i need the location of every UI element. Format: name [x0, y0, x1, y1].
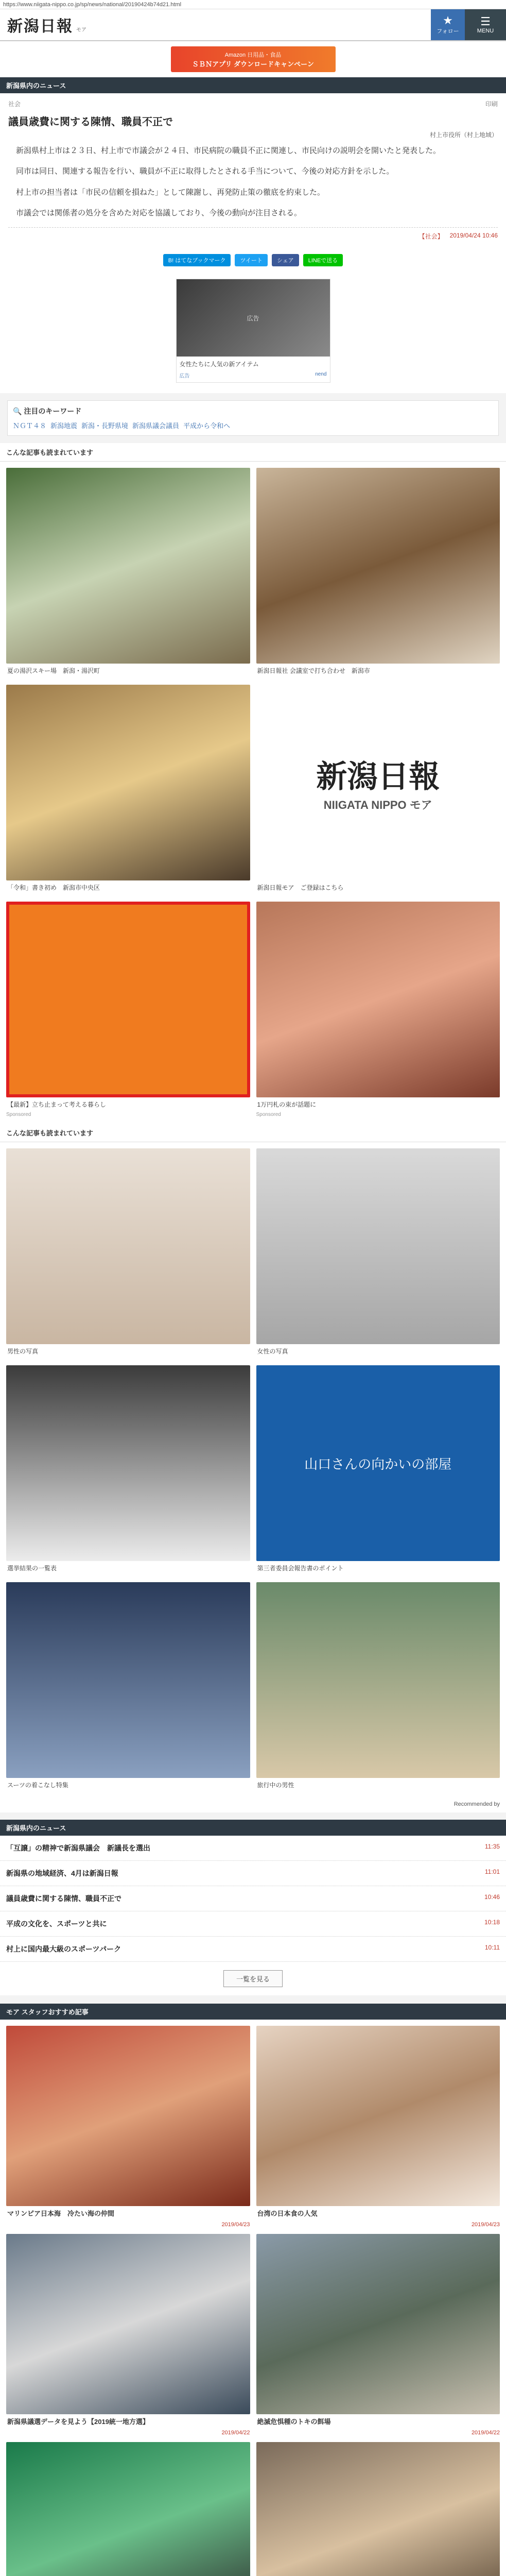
card-thumbnail: [256, 2234, 500, 2414]
card-thumbnail: [256, 468, 500, 664]
card-date: 2019/04/23: [471, 2221, 500, 2228]
top-ad[interactable]: Amazon 日用品・食品 ＳＢＮアプリ ダウンロードキャンペーン: [171, 46, 336, 72]
article-date: 2019/04/24 10:46: [449, 232, 498, 239]
more-card[interactable]: [6, 2026, 250, 2228]
card-caption: 女性の写真: [257, 1348, 288, 1355]
card-caption: 【最新】立ち止まって考える暮らし: [7, 1100, 107, 1108]
site-logo[interactable]: 新潟日報 モア: [7, 18, 86, 36]
more-card[interactable]: [6, 2442, 250, 2576]
recommended-by: Recommended by: [0, 1799, 506, 1812]
news-list-item[interactable]: 平成の文化を、スポーツと共に 10:18: [0, 1911, 506, 1937]
card-thumbnail: [6, 2442, 250, 2576]
recommend-card[interactable]: [256, 1365, 500, 1576]
card-caption: 新潟県議選データを見よう【2019統一地方選】: [7, 2417, 149, 2426]
facebook-share-button[interactable]: シェア: [272, 254, 299, 266]
card-source: Sponsored: [256, 1112, 281, 1118]
site-header: [0, 9, 506, 41]
news-list-item[interactable]: 議員歳費に関する陳情、職員不正で 10:46: [0, 1886, 506, 1911]
card-caption: 第三者委員会報告書のポイント: [257, 1565, 344, 1572]
keyword-link[interactable]: 新潟・長野県境: [81, 422, 129, 430]
card-source: Sponsored: [6, 1112, 31, 1118]
recommend-grid: [0, 462, 506, 1124]
line-share-button[interactable]: LINEで送る: [303, 254, 343, 266]
recommend-grid: [0, 1142, 506, 1799]
section-title: 新潟県内のニュース: [0, 77, 506, 93]
tweet-button[interactable]: ツイート: [235, 254, 267, 266]
recommend-card[interactable]: [256, 685, 500, 895]
recommend-card[interactable]: [6, 902, 250, 1118]
news-list-item[interactable]: 新潟県の地域経済、4月は新潟日報 11:01: [0, 1861, 506, 1886]
article-byline: 村上市役所（村上地域）: [429, 131, 498, 139]
card-thumbnail: 新潟日報 NIIGATA NIPPO モア: [256, 685, 500, 880]
ad-image: 広告: [177, 279, 330, 357]
print-link[interactable]: 印刷: [485, 100, 498, 108]
more-news-button[interactable]: 一覧を見る: [223, 1970, 283, 1987]
ad-label: 広告: [179, 374, 190, 379]
social-buttons: [0, 247, 506, 274]
more-card[interactable]: [256, 2026, 500, 2228]
keyword-link[interactable]: ＮＧＴ４８: [13, 422, 47, 430]
card-caption: 選挙結果の一覧表: [7, 1565, 57, 1572]
recommend-card[interactable]: [256, 468, 500, 679]
card-thumbnail: [256, 2442, 500, 2576]
keyword-link[interactable]: 新潟地震: [50, 422, 78, 430]
follow-icon: ★: [443, 14, 453, 27]
card-caption: 夏の湯沢スキー場 新潟・湯沢町: [7, 667, 100, 674]
article-source: 【社会】: [418, 233, 444, 240]
recommend-card[interactable]: [256, 902, 500, 1118]
card-caption: マリンピア日本海 冷たい海の仲間: [7, 2209, 115, 2217]
card-caption: 男性の写真: [7, 1348, 39, 1355]
article-paragraph: 市議会では関係者の処分を含めた対応を協議しており、今後の動向が注目される。: [16, 208, 302, 217]
card-caption: 絶滅危惧種のトキの餌場: [257, 2417, 331, 2426]
card-thumbnail: [6, 1148, 250, 1344]
recommend-card[interactable]: [6, 1148, 250, 1359]
card-caption: 新潟日報モア ご登録はこちら: [257, 884, 344, 891]
card-caption: 新潟日報社 会議室で打ち合わせ 新潟市: [257, 667, 370, 674]
hatena-button[interactable]: B! はてなブックマーク: [163, 254, 231, 266]
top-banner: [0, 41, 506, 77]
card-thumbnail: [6, 1582, 250, 1778]
recommend-card[interactable]: [6, 468, 250, 679]
article: [0, 93, 506, 247]
card-date: 2019/04/22: [471, 2430, 500, 2436]
ad-card[interactable]: [176, 279, 330, 383]
card-thumbnail: 山口さんの向かいの部屋: [256, 1365, 500, 1561]
browser-url-bar[interactable]: https://www.niigata-nippo.co.jp/sp/news/national/20190424b74d21.html: [0, 0, 506, 9]
more-section-title: モア スタッフおすすめ記事: [0, 2004, 506, 2020]
article-title: 議員歳費に関する陳情、職員不正で: [8, 116, 173, 128]
recommend-card[interactable]: [6, 1365, 250, 1576]
recommend-title: こんな記事も読まれています: [0, 1124, 506, 1142]
card-thumbnail: [256, 2026, 500, 2206]
card-thumbnail: [256, 1148, 500, 1344]
more-card[interactable]: [6, 2234, 250, 2436]
article-paragraph: 新潟県村上市は２３日、村上市で市議会が２４日、市民病院の職員不正に関連し、市民向けの説明会を開いたと発表した。: [16, 146, 441, 155]
keyword-link[interactable]: 平成から令和へ: [183, 422, 231, 430]
news-list-title: 新潟県内のニュース: [0, 1820, 506, 1836]
card-thumbnail: [6, 468, 250, 664]
keyword-box: 🔍 注目のキーワード ＮＧＴ４８ 新潟地震 新潟・長野県境 新潟県議会議員 平成から令和へ: [7, 400, 499, 436]
card-thumbnail: [6, 1365, 250, 1561]
article-category[interactable]: 社会: [8, 100, 21, 108]
news-list-item[interactable]: 「互譲」の精神で新潟県議会 新議長を選出 11:35: [0, 1836, 506, 1861]
card-thumbnail: [256, 902, 500, 1097]
news-list: [0, 1836, 506, 1962]
recommend-card[interactable]: [256, 1148, 500, 1359]
ad-box: [0, 274, 506, 393]
ad-caption: 女性たちに人気の新アイテム: [179, 361, 259, 368]
recommend-title: こんな記事も読まれています: [0, 443, 506, 462]
card-thumbnail: [256, 1582, 500, 1778]
keyword-link[interactable]: 新潟県議会議員: [132, 422, 180, 430]
card-date: 2019/04/23: [221, 2221, 250, 2228]
card-thumbnail: [6, 2026, 250, 2206]
menu-button[interactable]: ☰ MENU: [465, 9, 506, 40]
card-thumbnail: [6, 2234, 250, 2414]
card-thumbnail: [6, 685, 250, 880]
card-date: 2019/04/22: [221, 2430, 250, 2436]
card-thumbnail: [6, 902, 250, 1097]
more-card[interactable]: [256, 2442, 500, 2576]
follow-button[interactable]: ★ フォロー: [431, 9, 465, 40]
recommend-card[interactable]: [256, 1582, 500, 1793]
more-card[interactable]: [256, 2234, 500, 2436]
ad-network: nend: [315, 371, 327, 377]
article-paragraph: 村上市の担当者は「市民の信頼を損ねた」として陳謝し、再発防止策の徹底を約束した。: [16, 188, 325, 197]
card-caption: 1万円札の束が話題に: [257, 1100, 317, 1108]
recommend-card[interactable]: [6, 685, 250, 895]
article-paragraph: 同市は同日、関連する報告を行い、職員が不正に取得したとされる手当について、今後の対応方針を示した。: [16, 167, 394, 176]
card-caption: 台湾の日本食の人気: [257, 2209, 318, 2217]
card-caption: スーツの着こなし特集: [7, 1781, 68, 1789]
card-caption: 「令和」書き初め 新潟市中央区: [7, 884, 100, 891]
recommend-card[interactable]: [6, 1582, 250, 1793]
card-caption: 旅行中の男性: [257, 1781, 294, 1789]
search-icon: 🔍: [13, 407, 22, 415]
hamburger-icon: ☰: [480, 15, 491, 28]
news-list-item[interactable]: 村上に国内最大級のスポーツパーク 10:11: [0, 1937, 506, 1962]
more-grid: [0, 2020, 506, 2576]
